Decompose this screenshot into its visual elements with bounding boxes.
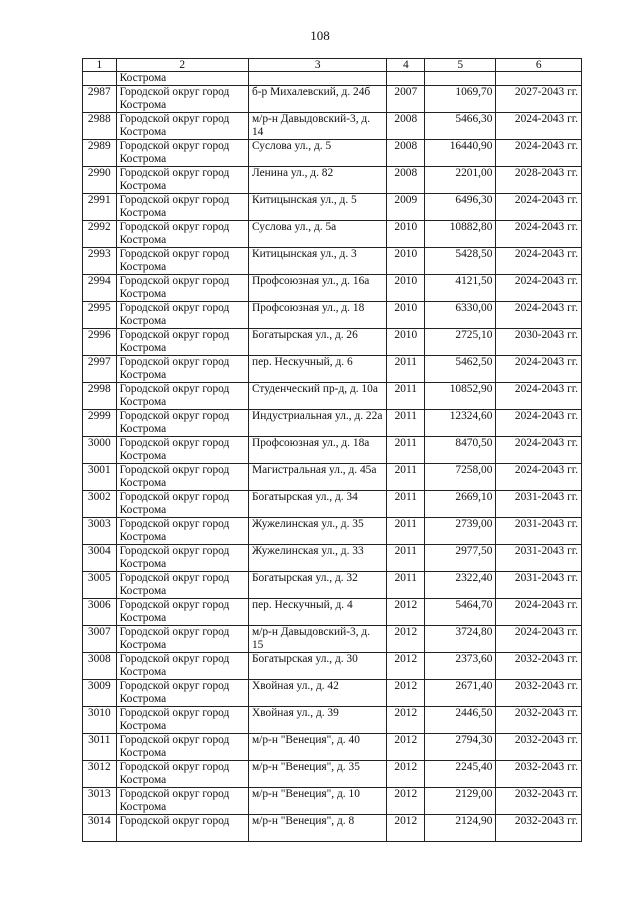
cell-year: 2010 — [387, 248, 425, 275]
housing-table — [82, 58, 582, 842]
cell-area: 10852,90 — [425, 383, 496, 410]
table-row — [83, 86, 582, 113]
cell-num: 3002 — [83, 491, 117, 518]
cell-address: Китицынская ул., д. 5 — [248, 194, 386, 221]
table-row — [83, 356, 582, 383]
cell-period: 2024-2043 гг. — [496, 599, 582, 626]
cell-address: Жужелинская ул., д. 33 — [248, 545, 386, 572]
table-row — [83, 788, 582, 815]
cell-municipality: Кострома — [116, 72, 248, 86]
table-row — [83, 437, 582, 464]
table-row — [83, 248, 582, 275]
cell-area: 3724,80 — [425, 626, 496, 653]
cell-period: 2024-2043 гг. — [496, 275, 582, 302]
cell-area: 10882,80 — [425, 221, 496, 248]
cell-municipality: Городской округ город Кострома — [116, 626, 248, 653]
cell-num: 2987 — [83, 86, 117, 113]
cell-year: 2008 — [387, 140, 425, 167]
cell-municipality: Городской округ город Кострома — [116, 491, 248, 518]
cell-address: Студенческий пр-д, д. 10а — [248, 383, 386, 410]
table-row — [83, 680, 582, 707]
cell-num: 3010 — [83, 707, 117, 734]
column-header: 3 — [248, 59, 386, 72]
cell-address — [248, 72, 386, 86]
cell-num: 3003 — [83, 518, 117, 545]
cell-period: 2024-2043 гг. — [496, 221, 582, 248]
cell-address: Индустриальная ул., д. 22а — [248, 410, 386, 437]
cell-municipality: Городской округ город Кострома — [116, 221, 248, 248]
cell-area: 12324,60 — [425, 410, 496, 437]
cell-area: 2671,40 — [425, 680, 496, 707]
cell-address: Хвойная ул., д. 39 — [248, 707, 386, 734]
table-row — [83, 275, 582, 302]
cell-num — [83, 72, 117, 86]
page-number: 108 — [310, 28, 330, 43]
cell-address: м/р-н "Венеция", д. 10 — [248, 788, 386, 815]
cell-period: 2032-2043 гг. — [496, 734, 582, 761]
cell-year: 2011 — [387, 437, 425, 464]
cell-municipality: Городской округ город Кострома — [116, 761, 248, 788]
table-row — [83, 734, 582, 761]
cell-address: Суслова ул., д. 5 — [248, 140, 386, 167]
cell-municipality: Городской округ город Кострома — [116, 734, 248, 761]
cell-area: 2725,10 — [425, 329, 496, 356]
cell-municipality: Городской округ город Кострома — [116, 599, 248, 626]
cell-period: 2031-2043 гг. — [496, 491, 582, 518]
cell-area: 2322,40 — [425, 572, 496, 599]
cell-address: Богатырская ул., д. 34 — [248, 491, 386, 518]
cell-area: 5428,50 — [425, 248, 496, 275]
cell-year: 2012 — [387, 815, 425, 842]
cell-year: 2012 — [387, 680, 425, 707]
table-row — [83, 410, 582, 437]
cell-address: Китицынская ул., д. 3 — [248, 248, 386, 275]
cell-area: 2669,10 — [425, 491, 496, 518]
cell-year: 2012 — [387, 734, 425, 761]
table-row — [83, 707, 582, 734]
column-header: 5 — [425, 59, 496, 72]
cell-year: 2011 — [387, 356, 425, 383]
cell-address: м/р-н "Венеция", д. 40 — [248, 734, 386, 761]
cell-year: 2008 — [387, 113, 425, 140]
cell-address: Профсоюзная ул., д. 16а — [248, 275, 386, 302]
cell-municipality: Городской округ город Кострома — [116, 707, 248, 734]
cell-year: 2011 — [387, 518, 425, 545]
cell-year: 2012 — [387, 707, 425, 734]
table-row — [83, 302, 582, 329]
cell-year: 2011 — [387, 545, 425, 572]
cell-year: 2011 — [387, 491, 425, 518]
cell-area: 5464,70 — [425, 599, 496, 626]
cell-area: 4121,50 — [425, 275, 496, 302]
cell-period: 2024-2043 гг. — [496, 302, 582, 329]
cell-area: 7258,00 — [425, 464, 496, 491]
cell-municipality: Городской округ город Кострома — [116, 356, 248, 383]
cell-num: 3009 — [83, 680, 117, 707]
cell-municipality: Городской округ город Кострома — [116, 572, 248, 599]
cell-num: 3000 — [83, 437, 117, 464]
cell-num: 3006 — [83, 599, 117, 626]
cell-period: 2024-2043 гг. — [496, 194, 582, 221]
table-body — [83, 72, 582, 842]
cell-area: 5466,30 — [425, 113, 496, 140]
cell-area: 2129,00 — [425, 788, 496, 815]
cell-area: 6330,00 — [425, 302, 496, 329]
cell-area: 2245,40 — [425, 761, 496, 788]
cell-address: Богатырская ул., д. 30 — [248, 653, 386, 680]
cell-municipality: Городской округ город Кострома — [116, 167, 248, 194]
cell-year: 2010 — [387, 275, 425, 302]
cell-address: м/р-н "Венеция", д. 35 — [248, 761, 386, 788]
cell-period: 2024-2043 гг. — [496, 383, 582, 410]
table-row — [83, 491, 582, 518]
cell-municipality: Городской округ город Кострома — [116, 329, 248, 356]
cell-municipality: Городской округ город Кострома — [116, 248, 248, 275]
cell-municipality: Городской округ город — [116, 815, 248, 842]
cell-area: 2201,00 — [425, 167, 496, 194]
cell-area: 16440,90 — [425, 140, 496, 167]
cell-year: 2007 — [387, 86, 425, 113]
cell-area: 2739,00 — [425, 518, 496, 545]
cell-period: 2024-2043 гг. — [496, 437, 582, 464]
cell-municipality: Городской округ город Кострома — [116, 518, 248, 545]
cell-year: 2012 — [387, 761, 425, 788]
cell-period: 2032-2043 гг. — [496, 761, 582, 788]
column-header: 6 — [496, 59, 582, 72]
cell-address: м/р-н "Венеция", д. 8 — [248, 815, 386, 842]
table-row — [83, 518, 582, 545]
cell-area: 2794,30 — [425, 734, 496, 761]
cell-address: м/р-н Давыдовский-3, д. 14 — [248, 113, 386, 140]
cell-municipality: Городской округ город Кострома — [116, 275, 248, 302]
cell-address: Профсоюзная ул., д. 18а — [248, 437, 386, 464]
cell-year: 2011 — [387, 572, 425, 599]
cell-num: 2996 — [83, 329, 117, 356]
cell-address: пер. Нескучный, д. 4 — [248, 599, 386, 626]
table-row — [83, 194, 582, 221]
cell-year: 2011 — [387, 410, 425, 437]
cell-period: 2032-2043 гг. — [496, 680, 582, 707]
cell-area: 2373,60 — [425, 653, 496, 680]
table-row — [83, 329, 582, 356]
table-row — [83, 383, 582, 410]
cell-period: 2027-2043 гг. — [496, 86, 582, 113]
table-row — [83, 626, 582, 653]
table-row — [83, 464, 582, 491]
cell-address: Богатырская ул., д. 26 — [248, 329, 386, 356]
column-header: 1 — [83, 59, 117, 72]
cell-year: 2010 — [387, 302, 425, 329]
cell-period: 2031-2043 гг. — [496, 572, 582, 599]
table-row — [83, 815, 582, 842]
cell-num: 3014 — [83, 815, 117, 842]
cell-municipality: Городской округ город Кострома — [116, 464, 248, 491]
cell-period: 2024-2043 гг. — [496, 140, 582, 167]
cell-num: 3004 — [83, 545, 117, 572]
cell-address: пер. Нескучный, д. 6 — [248, 356, 386, 383]
cell-year: 2008 — [387, 167, 425, 194]
cell-municipality: Городской округ город Кострома — [116, 410, 248, 437]
cell-num: 2999 — [83, 410, 117, 437]
cell-period: 2032-2043 гг. — [496, 788, 582, 815]
cell-year — [387, 72, 425, 86]
cell-period: 2024-2043 гг. — [496, 410, 582, 437]
cell-num: 2989 — [83, 140, 117, 167]
cell-num: 3012 — [83, 761, 117, 788]
cell-address: Профсоюзная ул., д. 18 — [248, 302, 386, 329]
table-row — [83, 221, 582, 248]
cell-address: Суслова ул., д. 5а — [248, 221, 386, 248]
cell-year: 2010 — [387, 329, 425, 356]
cell-num: 2992 — [83, 221, 117, 248]
cell-year: 2012 — [387, 788, 425, 815]
cell-period: 2028-2043 гг. — [496, 167, 582, 194]
table-row — [83, 113, 582, 140]
table-row — [83, 761, 582, 788]
cell-num: 2991 — [83, 194, 117, 221]
cell-year: 2012 — [387, 599, 425, 626]
cell-period: 2031-2043 гг. — [496, 518, 582, 545]
cell-num: 3013 — [83, 788, 117, 815]
cell-period — [496, 72, 582, 86]
cell-num: 2997 — [83, 356, 117, 383]
cell-address: Жужелинская ул., д. 35 — [248, 518, 386, 545]
cell-period: 2030-2043 гг. — [496, 329, 582, 356]
cell-num: 3007 — [83, 626, 117, 653]
cell-num: 2988 — [83, 113, 117, 140]
cell-area: 2977,50 — [425, 545, 496, 572]
cell-municipality: Городской округ город Кострома — [116, 194, 248, 221]
cell-period: 2032-2043 гг. — [496, 653, 582, 680]
table-row — [83, 167, 582, 194]
cell-municipality: Городской округ город Кострома — [116, 86, 248, 113]
cell-period: 2024-2043 гг. — [496, 248, 582, 275]
cell-area: 2446,50 — [425, 707, 496, 734]
cell-num: 2995 — [83, 302, 117, 329]
cell-num: 2998 — [83, 383, 117, 410]
cell-period: 2024-2043 гг. — [496, 113, 582, 140]
column-header: 2 — [116, 59, 248, 72]
column-header: 4 — [387, 59, 425, 72]
cell-year: 2011 — [387, 383, 425, 410]
cell-address: Богатырская ул., д. 32 — [248, 572, 386, 599]
cell-num: 3001 — [83, 464, 117, 491]
cell-municipality: Городской округ город Кострома — [116, 383, 248, 410]
cell-area: 1069,70 — [425, 86, 496, 113]
cell-municipality: Городской округ город Кострома — [116, 437, 248, 464]
cell-period: 2024-2043 гг. — [496, 626, 582, 653]
cell-address: б-р Михалевский, д. 24б — [248, 86, 386, 113]
cell-year: 2012 — [387, 653, 425, 680]
continuation-row — [83, 72, 582, 86]
cell-address: Хвойная ул., д. 42 — [248, 680, 386, 707]
cell-area: 6496,30 — [425, 194, 496, 221]
cell-num: 2994 — [83, 275, 117, 302]
cell-period: 2031-2043 гг. — [496, 545, 582, 572]
cell-address: м/р-н Давыдовский-3, д. 15 — [248, 626, 386, 653]
cell-area: 2124,90 — [425, 815, 496, 842]
cell-year: 2011 — [387, 464, 425, 491]
cell-num: 2993 — [83, 248, 117, 275]
cell-period: 2032-2043 гг. — [496, 707, 582, 734]
cell-year: 2009 — [387, 194, 425, 221]
table-row — [83, 572, 582, 599]
cell-municipality: Городской округ город Кострома — [116, 302, 248, 329]
cell-address: Ленина ул., д. 82 — [248, 167, 386, 194]
cell-municipality: Городской округ город Кострома — [116, 140, 248, 167]
table-row — [83, 599, 582, 626]
table-row — [83, 140, 582, 167]
cell-municipality: Городской округ город Кострома — [116, 680, 248, 707]
cell-num: 3008 — [83, 653, 117, 680]
cell-num: 2990 — [83, 167, 117, 194]
cell-municipality: Городской округ город Кострома — [116, 788, 248, 815]
cell-num: 3011 — [83, 734, 117, 761]
table-row — [83, 545, 582, 572]
cell-period: 2024-2043 гг. — [496, 464, 582, 491]
cell-year: 2012 — [387, 626, 425, 653]
cell-period: 2032-2043 гг. — [496, 815, 582, 842]
cell-area: 8470,50 — [425, 437, 496, 464]
table-header — [83, 59, 582, 72]
cell-municipality: Городской округ город Кострома — [116, 653, 248, 680]
cell-municipality: Городской округ город Кострома — [116, 113, 248, 140]
cell-area — [425, 72, 496, 86]
cell-num: 3005 — [83, 572, 117, 599]
cell-area: 5462,50 — [425, 356, 496, 383]
cell-address: Магистральная ул., д. 45а — [248, 464, 386, 491]
cell-period: 2024-2043 гг. — [496, 356, 582, 383]
cell-year: 2010 — [387, 221, 425, 248]
cell-municipality: Городской округ город Кострома — [116, 545, 248, 572]
table-row — [83, 653, 582, 680]
